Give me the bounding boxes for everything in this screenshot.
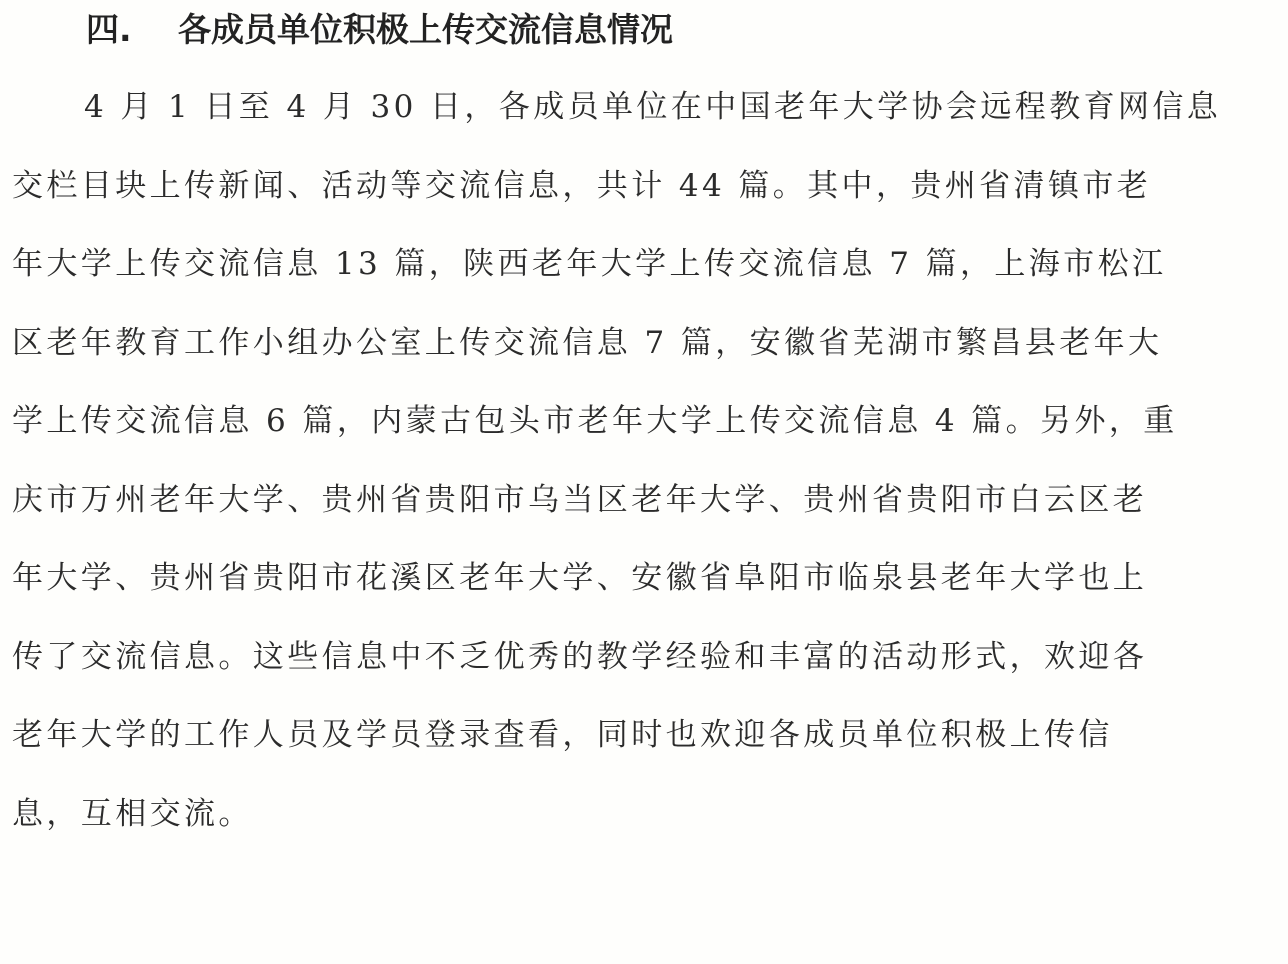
section-title: 各成员单位积极上传交流信息情况	[178, 10, 673, 49]
body-paragraph	[12, 68, 1262, 853]
paragraph-line: 区老年教育工作小组办公室上传交流信息 7 篇，安徽省芜湖市繁昌县老年大	[12, 324, 1163, 361]
paragraph-line: 4 月 1 日至 4 月 30 日，各成员单位在中国老年大学协会远程教育网信息	[84, 89, 1222, 125]
paragraph-line: 传了交流信息。这些信息中不乏优秀的教学经验和丰富的活动形式，欢迎各	[12, 638, 1148, 675]
paragraph-line: 学上传交流信息 6 篇，内蒙古包头市老年大学上传交流信息 4 篇。另外，重	[12, 403, 1178, 439]
section-number: 四.	[86, 10, 132, 49]
paragraph-line: 息，互相交流。	[12, 795, 253, 832]
paragraph-line: 庆市万州老年大学、贵州省贵阳市乌当区老年大学、贵州省贵阳市白云区老	[12, 481, 1148, 518]
paragraph-line: 年大学上传交流信息 13 篇，陕西老年大学上传交流信息 7 篇，上海市松江	[12, 246, 1167, 282]
paragraph-line: 老年大学的工作人员及学员登录查看，同时也欢迎各成员单位积极上传信	[12, 717, 1113, 753]
section-heading	[86, 8, 673, 52]
paragraph-line: 交栏目块上传新闻、活动等交流信息，共计 44 篇。其中，贵州省清镇市老	[12, 167, 1152, 204]
paragraph-line: 年大学、贵州省贵阳市花溪区老年大学、安徽省阜阳市临泉县老年大学也上	[12, 560, 1148, 596]
